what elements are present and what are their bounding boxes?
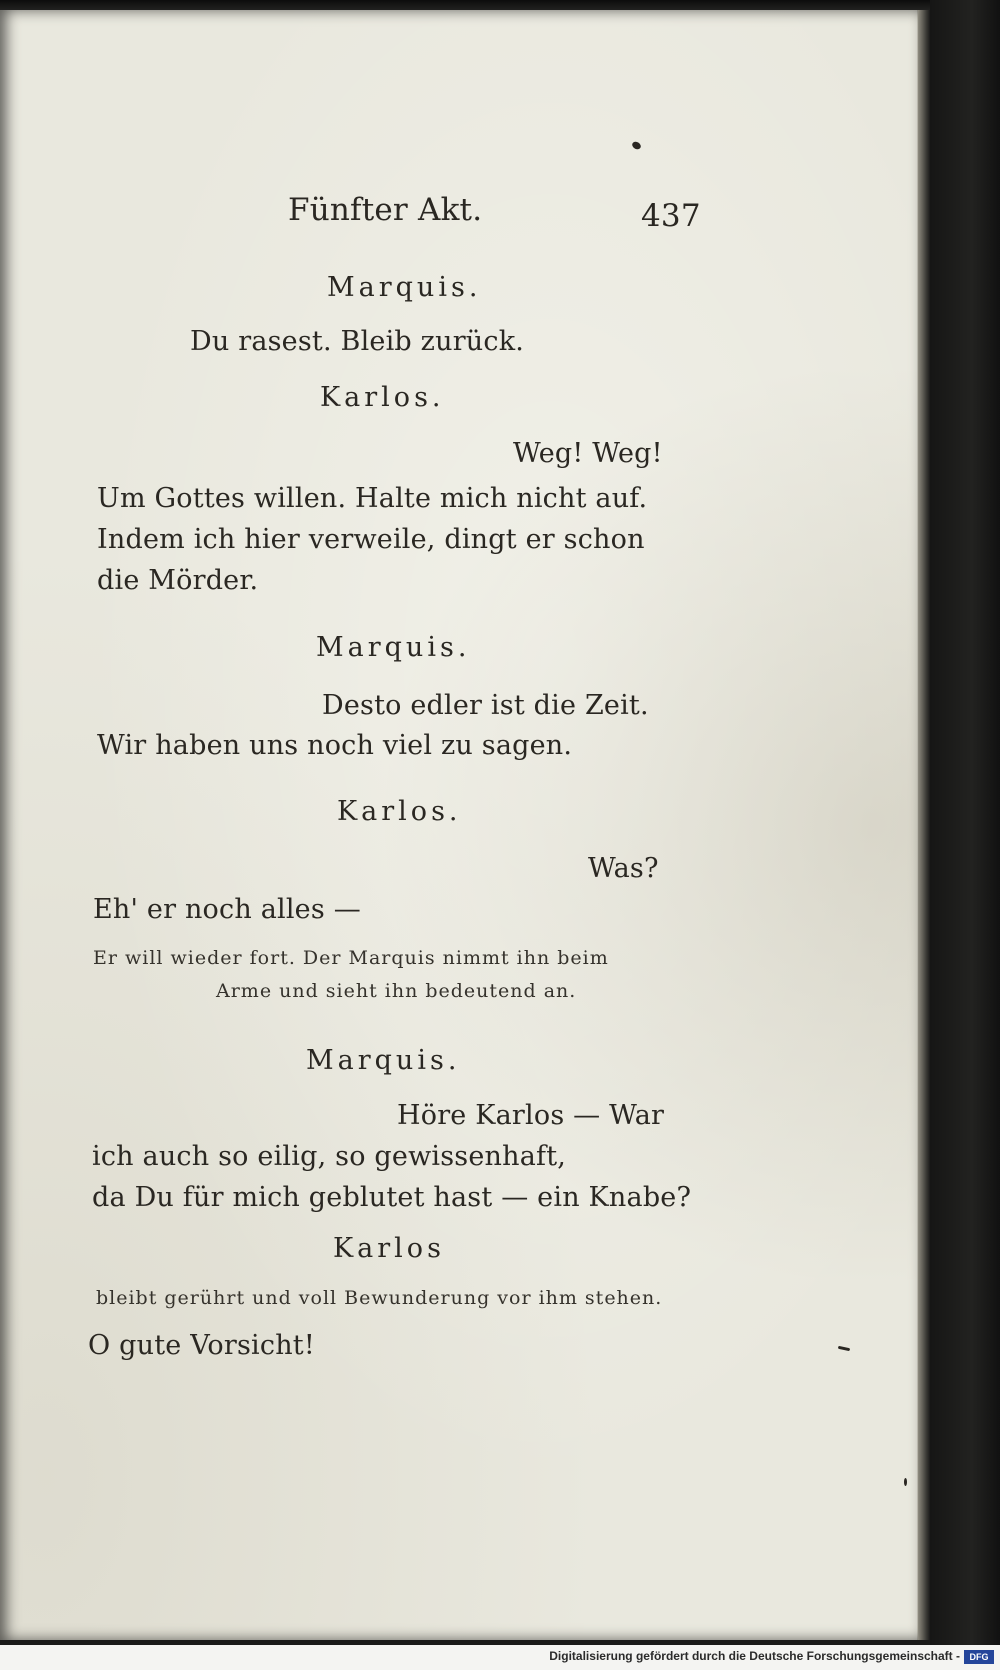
verse-line: Höre Karlos — War — [397, 1100, 665, 1131]
page-edge — [918, 10, 930, 1640]
running-header: Fünfter Akt. — [288, 192, 483, 228]
speaker-marquis: Marquis. — [316, 632, 471, 663]
ink-speck — [838, 1346, 850, 1351]
scanner-background — [930, 0, 1000, 1670]
ink-speck — [631, 140, 642, 151]
verse-line: Indem ich hier verweile, dingt er schon — [97, 524, 645, 555]
stage-direction: bleibt gerührt und voll Bewunderung vor ihm stehen. — [96, 1287, 663, 1309]
verse-line: Um Gottes willen. Halte mich nicht auf. — [97, 483, 648, 514]
speaker-karlos: Karlos. — [320, 382, 445, 413]
verse-line: Wir haben uns noch viel zu sagen. — [97, 730, 573, 761]
ink-speck — [904, 1478, 907, 1486]
stage-direction: Arme und sieht ihn bedeutend an. — [216, 980, 577, 1002]
speaker-karlos: Karlos — [333, 1233, 445, 1264]
verse-line: die Mörder. — [97, 565, 259, 596]
speaker-marquis: Marquis. — [327, 272, 482, 303]
verse-line: Desto edler ist die Zeit. — [322, 690, 649, 721]
stage-direction: Er will wieder fort. Der Marquis nimmt ihn beim — [93, 947, 609, 969]
book-page — [0, 10, 918, 1640]
page-number: 437 — [641, 198, 701, 234]
verse-line: Was? — [588, 853, 659, 884]
funding-credit: Digitalisierung gefördert durch die Deutsche Forschungsgemeinschaft - — [549, 1649, 960, 1663]
dfg-logo: DFG — [964, 1650, 994, 1664]
digitization-footer — [0, 1645, 1000, 1670]
speaker-karlos: Karlos. — [337, 796, 462, 827]
speaker-marquis: Marquis. — [306, 1045, 461, 1076]
verse-line: Du rasest. Bleib zurück. — [190, 326, 525, 357]
verse-line: Eh' er noch alles — — [93, 894, 361, 925]
verse-line: da Du für mich geblutet hast — ein Knabe? — [92, 1182, 692, 1213]
verse-line: Weg! Weg! — [513, 438, 663, 469]
verse-line: ich auch so eilig, so gewissenhaft, — [92, 1141, 567, 1172]
verse-line: O gute Vorsicht! — [88, 1330, 315, 1361]
